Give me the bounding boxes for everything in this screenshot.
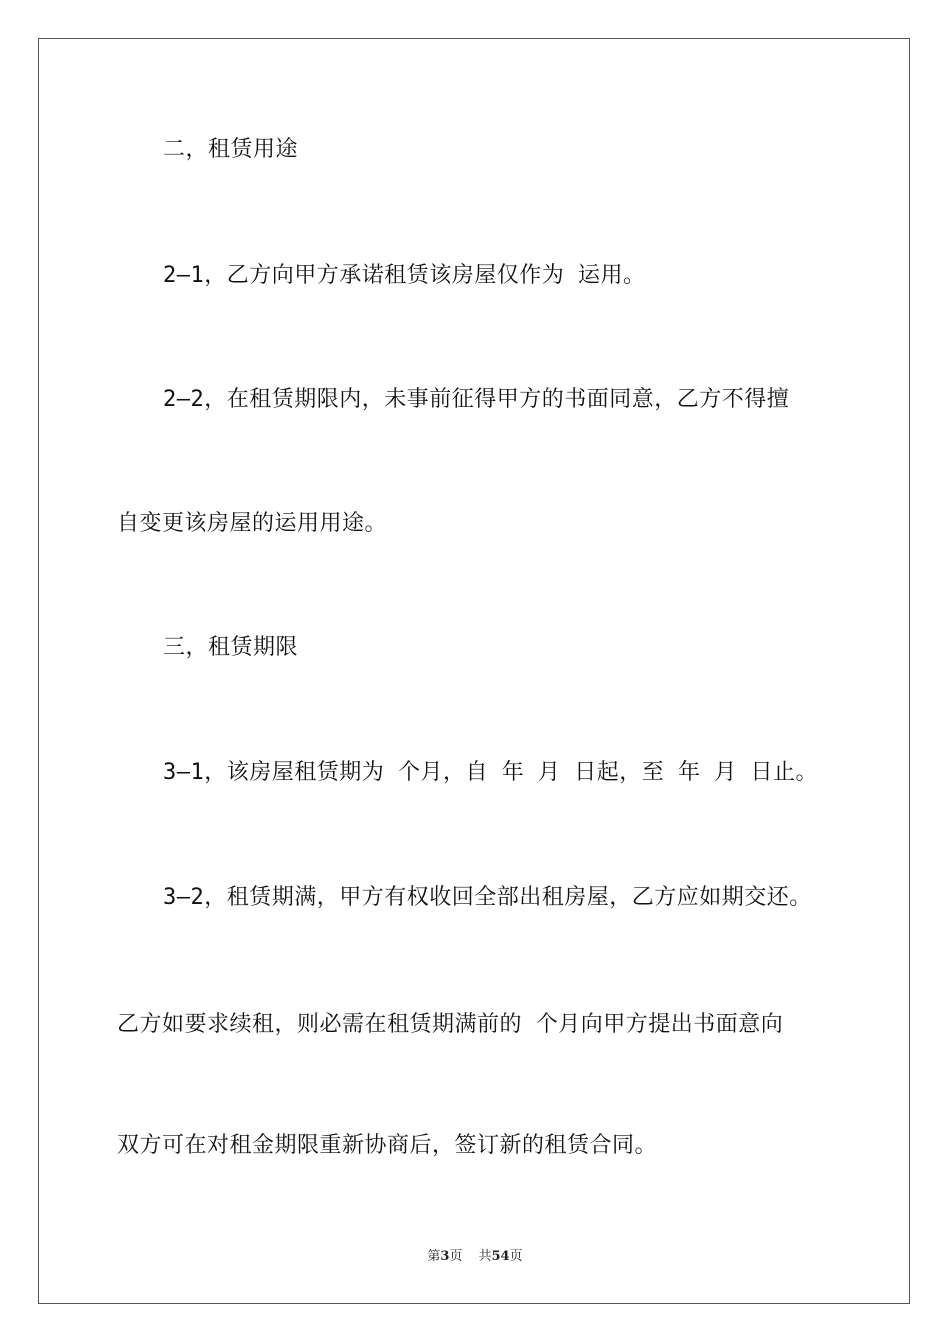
- footer-total-suffix: 页: [509, 1249, 523, 1264]
- footer-total-prefix: 共: [478, 1249, 492, 1264]
- footer-total-pages: 54: [491, 1249, 510, 1264]
- page-footer: [0, 1248, 950, 1266]
- clause-3-2-final: 双方可在对租金期限重新协商后，签订新的租赁合同。: [117, 1133, 658, 1158]
- footer-page-suffix: 页: [449, 1249, 463, 1264]
- clause-3-2-continued: 乙方如要求续租，则必需在租赁期满前的 个月向甲方提出书面意向: [117, 1012, 784, 1037]
- footer-page-number: 3: [440, 1249, 450, 1264]
- clause-2-2: 2—2，在租赁期限内，未事前征得甲方的书面同意，乙方不得擅: [163, 387, 790, 412]
- clause-2-2-continued: 自变更该房屋的运用用途。: [117, 511, 388, 536]
- footer-page-prefix: 第: [427, 1249, 441, 1264]
- clause-3-2: 3—2，租赁期满，甲方有权收回全部出租房屋，乙方应如期交还。: [163, 885, 812, 910]
- clause-3-1: 3—1，该房屋租赁期为 个月，自 年 月 日起，至 年 月 日止。: [163, 760, 818, 785]
- clause-2-1: 2—1，乙方向甲方承诺租赁该房屋仅作为 运用。: [163, 263, 646, 288]
- section-heading-usage: 二，租赁用途: [163, 137, 299, 162]
- page-frame: [38, 38, 910, 1304]
- section-heading-term: 三，租赁期限: [163, 635, 299, 660]
